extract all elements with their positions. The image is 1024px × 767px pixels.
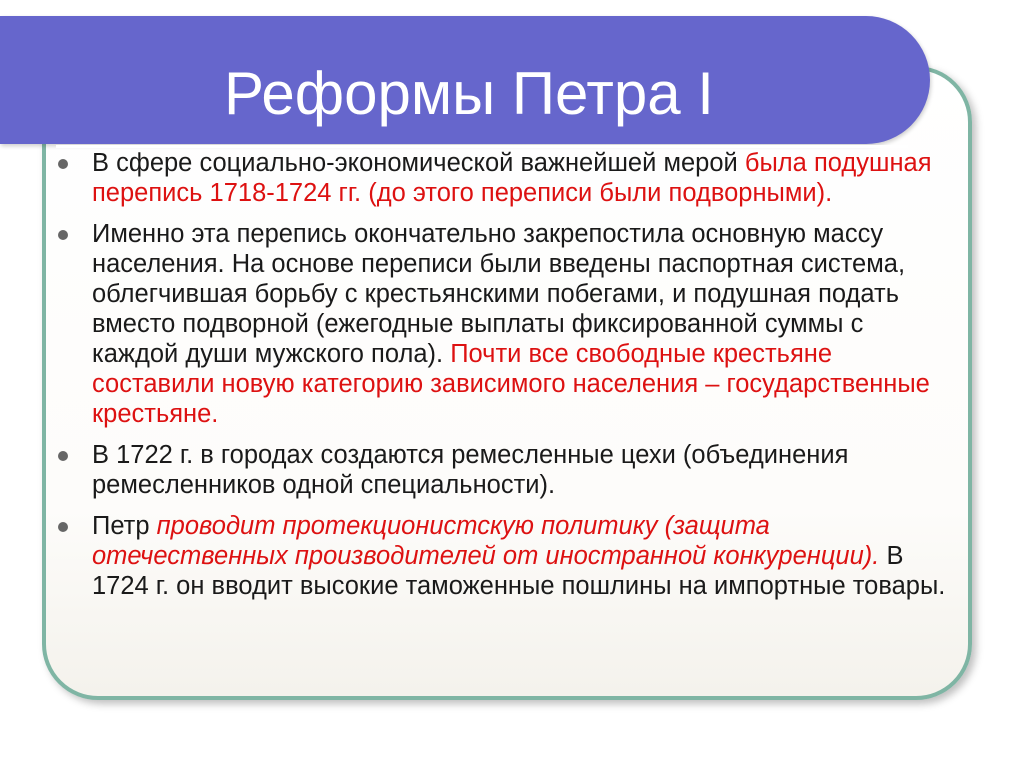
bullet-item-protectionism [54,511,954,601]
bullet-dot-icon [58,522,68,532]
bullet-highlight: была подушная перепись 1718-1724 гг. (до этого переписи были подворными). [92,149,932,207]
bullet-item-guilds [54,440,954,500]
bullet-highlight: проводит протекционистскую политику (защита отечественных производителей от иностранной конкуренции). [92,512,880,570]
bullet-dot-icon [58,159,68,169]
bullet-item-census [54,148,954,208]
bullet-list [54,148,954,612]
bullet-text: В 1722 г. в городах создаются ремесленные цехи (объединения ремесленников одной специальности). [92,441,849,499]
slide-title: Реформы Петра I [224,60,714,127]
bullet-item-serfdom [54,219,954,429]
bullet-dot-icon [58,451,68,461]
bullet-highlight: Почти все свободные крестьяне составили новую категорию зависимого населения – государственные крестьяне. [92,340,930,428]
bullet-dot-icon [58,230,68,240]
bullet-text: Именно эта перепись окончательно закрепостила основную массу населения. На основе переписи были введены паспортная система, облегчившая борьбу с крестьянскими побегами, и подушная подать вместо подворной (ежегодные выплаты фиксированной суммы с каждой души мужского пола). [92,220,906,368]
bullet-text: В 1724 г. он вводит высокие таможенные пошлины на импортные товары. [92,542,946,600]
bullet-text: Петр [92,512,157,540]
title-banner [0,16,930,144]
bullet-text: В сфере социально-экономической важнейшей мерой [92,149,745,177]
